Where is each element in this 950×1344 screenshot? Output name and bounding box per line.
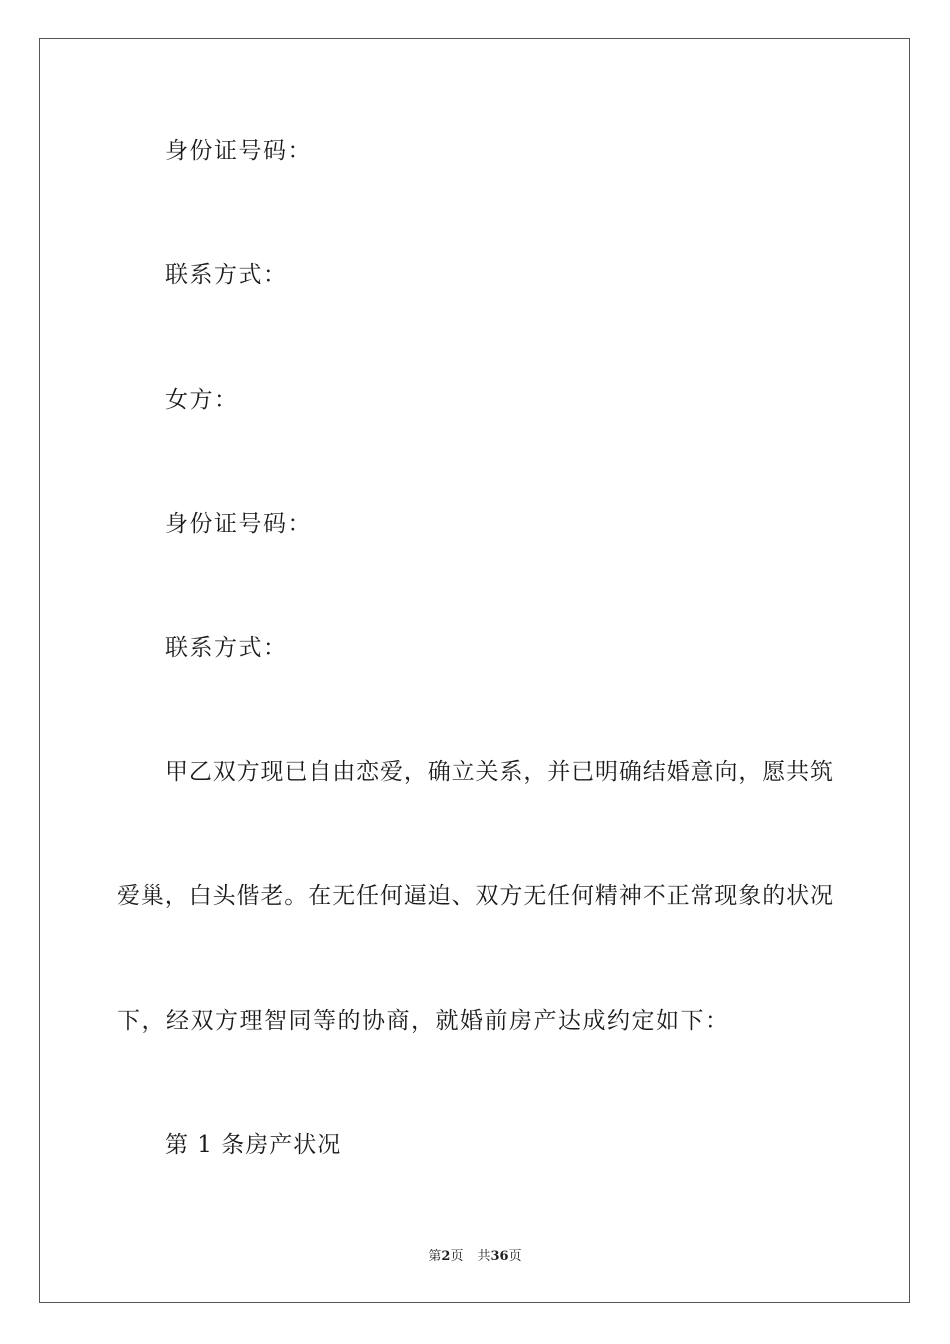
page-number: 2 [441, 1249, 451, 1264]
paragraph-line: 下，经双方理智同等的协商，就婚前房产达成约定如下： [117, 1008, 730, 1034]
contact-label: 联系方式： [165, 262, 288, 288]
paragraph-line: 甲乙双方现已自由恋爱，确立关系，并已明确结婚意向，愿共筑 [165, 759, 833, 785]
page-suffix: 页 [450, 1249, 464, 1264]
female-party-label: 女方： [165, 387, 239, 413]
page-footer [0, 1248, 950, 1266]
total-pages: 36 [490, 1249, 509, 1264]
contact-label: 联系方式： [165, 635, 288, 661]
paragraph-line: 爱巢，白头偕老。在无任何逼迫、双方无任何精神不正常现象的状况 [117, 883, 833, 909]
page-prefix: 第 [428, 1249, 442, 1264]
id-number-label: 身份证号码： [165, 138, 312, 164]
total-suffix: 页 [508, 1249, 522, 1264]
id-number-label: 身份证号码： [165, 511, 312, 537]
page-border [39, 38, 910, 1303]
article-heading: 第 1 条房产状况 [165, 1132, 342, 1158]
total-prefix: 共 [477, 1249, 491, 1264]
